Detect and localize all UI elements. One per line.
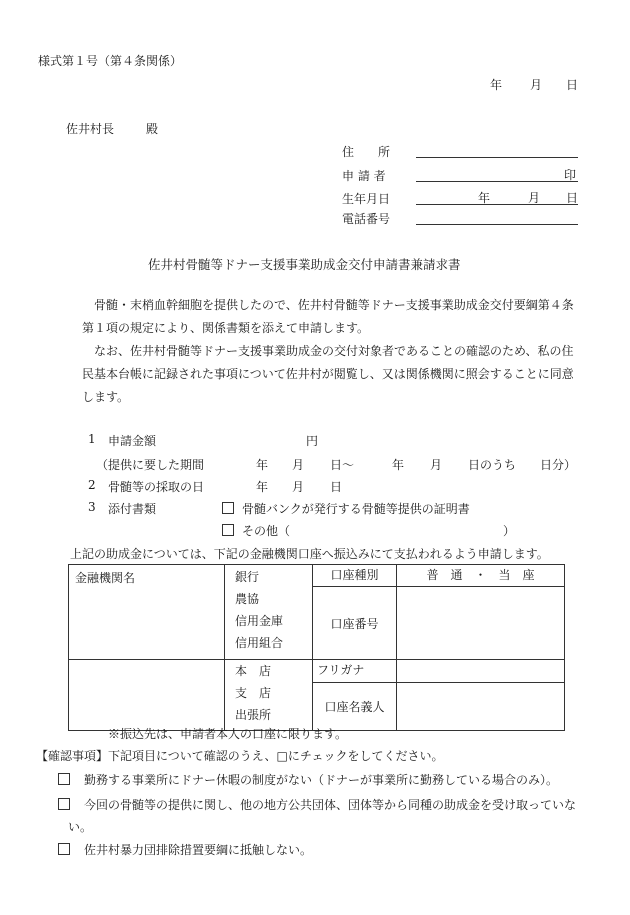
period-start-year: 年	[256, 458, 269, 472]
address-label: 住 所	[342, 145, 391, 159]
type-shinkin: 信用金庫	[235, 614, 284, 628]
furigana-label-cell	[313, 660, 397, 683]
type-ja: 農協	[235, 592, 260, 606]
period-end-month: 月	[430, 458, 443, 472]
branch-office: 出張所	[235, 708, 272, 722]
branch-type-cell	[225, 660, 313, 731]
holder-label-cell	[313, 682, 397, 730]
item2-year: 年	[256, 480, 269, 494]
type-shinkumi: 信用組合	[235, 636, 284, 650]
branch-main: 本 店	[235, 664, 272, 678]
confirm-checkbox-2[interactable]	[58, 798, 70, 810]
item2-number: 2	[88, 478, 96, 492]
attach1-checkbox[interactable]	[222, 502, 234, 514]
address-field[interactable]	[416, 143, 578, 158]
attach2-close-paren: ）	[503, 524, 516, 538]
applicant-name-field[interactable]	[416, 167, 578, 182]
holder-label: 口座名義人	[324, 699, 385, 714]
birth-day-label: 日	[566, 191, 579, 205]
period-end-year: 年	[392, 458, 405, 472]
bank-table	[68, 564, 565, 731]
yen-unit: 円	[306, 434, 319, 448]
phone-label: 電話番号	[342, 212, 391, 226]
period-start-day: 日〜	[330, 458, 355, 472]
account-type-label: 口座種別	[330, 568, 379, 582]
period-days: 日分）	[540, 458, 577, 472]
institution-name-cell[interactable]	[69, 565, 225, 660]
item2-month: 月	[292, 480, 305, 494]
birthdate-field[interactable]	[416, 190, 578, 205]
confirm-checkbox-1[interactable]	[58, 773, 70, 785]
phone-field[interactable]	[416, 210, 578, 225]
confirm-row-2	[58, 796, 576, 813]
item2-day: 日	[330, 480, 343, 494]
item2-label: 骨髄等の採取の日	[108, 480, 205, 494]
transfer-restriction: ※振込先は、申請者本人の口座に限ります。	[108, 727, 348, 741]
institution-type-cell	[225, 565, 313, 660]
confirm-text-3: 佐井村暴力団排除措置要綱に抵触しない。	[84, 843, 313, 857]
institution-label: 金融機関名	[75, 571, 136, 585]
attach2-checkbox[interactable]	[222, 524, 234, 536]
furigana-label: フリガナ	[317, 663, 365, 677]
confirm-row-3	[58, 841, 312, 858]
date-month-label: 月	[530, 78, 543, 92]
holder-field[interactable]	[397, 682, 565, 730]
account-number-field[interactable]	[397, 587, 565, 660]
attach1-text: 骨髄バンクが発行する骨髄等提供の証明書	[242, 502, 470, 516]
type-bank: 銀行	[235, 570, 260, 584]
date-day-label: 日	[566, 78, 579, 92]
account-type-label-cell	[313, 565, 397, 587]
para1-line2: 第１項の規定により、関係書類を添えて申請します。	[82, 321, 370, 335]
para1-line1: 骨髄・末梢血幹細胞を提供したので、佐井村骨髄等ドナー支援事業助成金交付要綱第４条	[94, 298, 574, 312]
furigana-field[interactable]	[397, 660, 565, 683]
confirm-text-2: 今回の骨髄等の提供に関し、他の地方公共団体、団体等から同種の助成金を受け取っていな	[84, 798, 577, 812]
period-end-day: 日のうち	[468, 458, 517, 472]
document-title: 佐井村骨髄等ドナー支援事業助成金交付申請書兼請求書	[148, 257, 461, 272]
transfer-note: 上記の助成金については、下記の金融機関口座へ振込みにて支払われるよう申請します。	[70, 547, 549, 561]
seal-mark: 印	[564, 168, 577, 182]
form-number: 様式第１号（第４条関係）	[38, 54, 183, 68]
confirm-text-2-cont: い。	[68, 820, 93, 834]
item3-number: 3	[88, 500, 96, 514]
date-year-label: 年	[490, 78, 503, 92]
honorific: 殿	[146, 122, 159, 136]
item1-number: 1	[88, 432, 96, 446]
confirm-checkbox-3[interactable]	[58, 843, 70, 855]
branch-sub: 支 店	[235, 686, 272, 700]
account-type-options-cell[interactable]	[397, 565, 565, 587]
confirm-row-1	[58, 771, 558, 788]
account-number-label-cell	[313, 587, 397, 660]
para2-line1: なお、佐井村骨髄等ドナー支援事業助成金の交付対象者であることの確認のため、私の住	[94, 344, 574, 358]
attach2-row	[222, 522, 290, 539]
confirm-text-1: 勤務する事業所にドナー休暇の制度がない（ドナーが事業所に勤務している場合のみ）。	[84, 773, 559, 787]
attach2-text: その他（	[242, 524, 291, 538]
para2-line2: 民基本台帳に記録された事項について佐井村が閲覧し、又は関係機関に照会することに同意	[82, 367, 574, 381]
para2-line3: します。	[82, 390, 130, 404]
applicant-name-label: 申 請 者	[342, 169, 386, 183]
addressee: 佐井村長	[66, 122, 115, 136]
branch-name-cell[interactable]	[69, 660, 225, 731]
birth-month-label: 月	[528, 191, 541, 205]
period-label: （提供に要した期間	[96, 458, 205, 472]
birthdate-label: 生年月日	[342, 192, 391, 206]
birth-year-label: 年	[478, 191, 491, 205]
attach1-row	[222, 500, 470, 517]
item1-label: 申請金額	[108, 434, 157, 448]
confirmation-heading: 【確認事項】下記項目について確認のうえ、□にチェックをしてください。	[36, 749, 444, 763]
account-type-options: 普 通 ・ 当 座	[426, 568, 535, 582]
item3-label: 添付書類	[108, 502, 157, 516]
period-start-month: 月	[292, 458, 305, 472]
account-number-label: 口座番号	[330, 616, 379, 631]
